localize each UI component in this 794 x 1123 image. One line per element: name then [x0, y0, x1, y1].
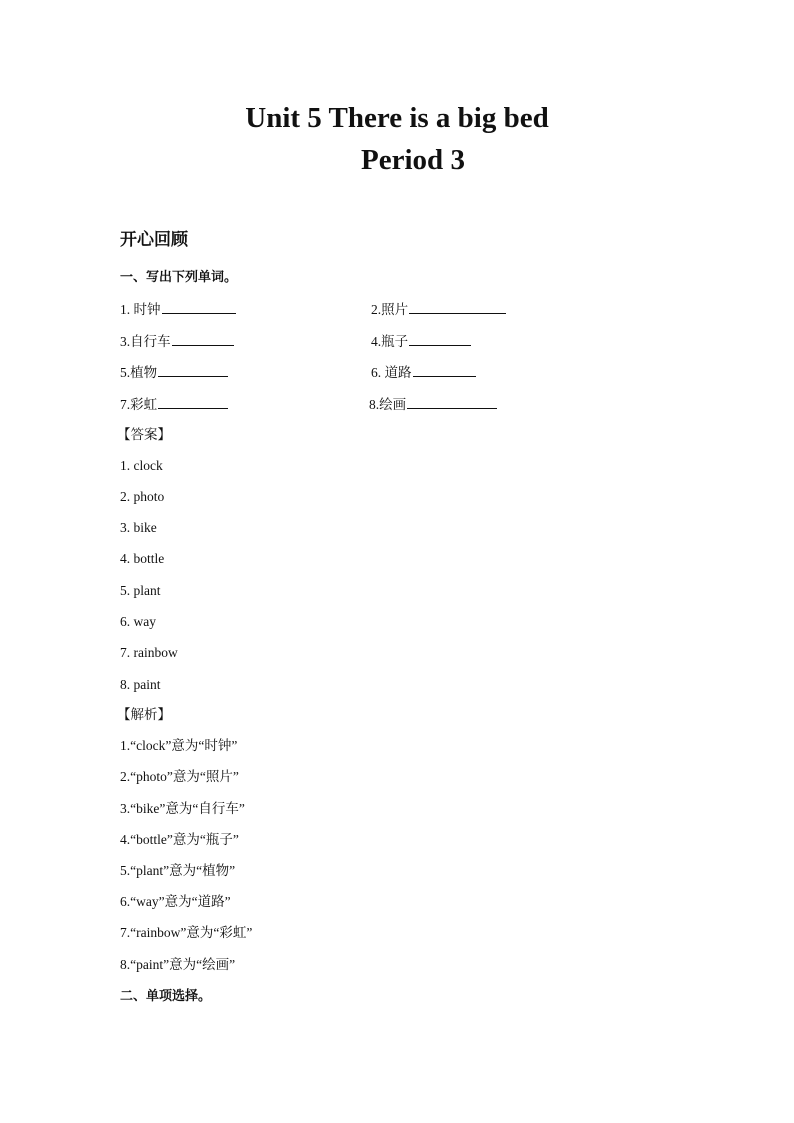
- answer-line: 7. rainbow: [120, 645, 178, 660]
- analysis-line: 1.“clock”意为“时钟”: [120, 738, 238, 753]
- analysis-line: 6.“way”意为“道路”: [120, 894, 231, 909]
- answer-blank: [158, 395, 228, 409]
- vocab-item-label: 7.彩虹: [120, 397, 158, 412]
- analysis-line: 4.“bottle”意为“瓶子”: [120, 832, 239, 847]
- vocab-item-2: [371, 300, 506, 319]
- vocab-item-5: [120, 363, 228, 382]
- answer-blank: [413, 363, 476, 377]
- vocab-item-label: 6. 道路: [371, 365, 412, 380]
- answer-blank: [409, 332, 471, 346]
- vocab-item-label: 3.自行车: [120, 334, 171, 349]
- answer-blank: [409, 300, 506, 314]
- worksheet-subtitle: Period 3: [361, 144, 465, 176]
- answer-blank: [407, 395, 497, 409]
- vocab-item-label: 4.瓶子: [371, 334, 409, 349]
- analysis-line: 7.“rainbow”意为“彩虹”: [120, 925, 253, 940]
- vocab-item-6: [371, 363, 476, 382]
- answer-line: 8. paint: [120, 677, 161, 692]
- analysis-line: 8.“paint”意为“绘画”: [120, 957, 236, 972]
- vocab-item-1: [120, 300, 236, 319]
- section-heading: 开心回顾: [120, 230, 188, 250]
- answer-blank: [158, 363, 228, 377]
- vocab-item-label: 2.照片: [371, 302, 409, 317]
- answer-blank: [172, 332, 234, 346]
- answer-line: 3. bike: [120, 520, 157, 535]
- answer-line: 5. plant: [120, 583, 161, 598]
- analysis-line: 2.“photo”意为“照片”: [120, 769, 239, 784]
- vocab-item-label: 1. 时钟: [120, 302, 161, 317]
- answer-line: 1. clock: [120, 458, 163, 473]
- vocab-item-label: 5.植物: [120, 365, 158, 380]
- analysis-line: 3.“bike”意为“自行车”: [120, 801, 245, 816]
- answer-line: 2. photo: [120, 489, 165, 504]
- vocab-item-8: [369, 395, 497, 414]
- analysis-heading: 【解析】: [117, 707, 171, 723]
- vocab-item-7: [120, 395, 228, 414]
- answer-heading: 【答案】: [117, 427, 171, 443]
- worksheet-title: Unit 5 There is a big bed: [245, 102, 549, 134]
- vocab-item-label: 8.绘画: [369, 397, 407, 412]
- answer-blank: [162, 300, 236, 314]
- analysis-line: 5.“plant”意为“植物”: [120, 863, 236, 878]
- question-1-heading: 一、写出下列单词。: [120, 270, 238, 285]
- vocab-item-4: [371, 332, 471, 351]
- answer-line: 4. bottle: [120, 551, 165, 566]
- vocab-item-3: [120, 332, 234, 351]
- answer-line: 6. way: [120, 614, 156, 629]
- question-2-heading: 二、单项选择。: [120, 989, 212, 1004]
